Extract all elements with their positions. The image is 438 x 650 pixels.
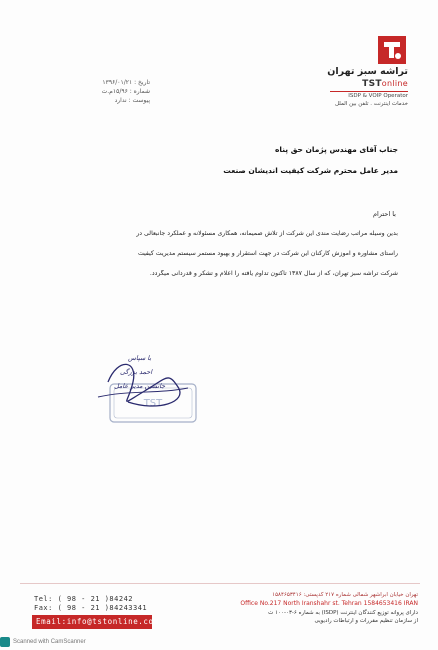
footer-address-en: Office No.217 North Iranshahr st. Tehran 1584653416 IRAN	[240, 600, 418, 607]
logo-subtitle: خدمات اینترنت . تلفن بین الملل	[335, 101, 408, 107]
logo-tagline: ISDP & VOIP Operator	[348, 93, 408, 99]
letter-attachment: پیوست : ندارد	[114, 97, 150, 104]
signatory-title: جانشین مدیر عامل	[114, 382, 166, 390]
camscanner-icon	[0, 637, 10, 647]
addressee-title: مدیر عامل محترم شرکت کیفیت اندیشان صنعت	[223, 166, 398, 175]
logo-en-b: online	[381, 79, 408, 88]
watermark-text: Scanned with CamScanner	[13, 639, 86, 645]
logo-en-a: TST	[362, 79, 382, 89]
body-line: بدین وسیله مراتب رضایت مندی این شرکت از تلاش صمیمانه، همکاری مسئولانه و عملکرد جانبعالی در	[136, 230, 398, 237]
body-line: راستای مشاوره و آموزش کارکنان این شرکت در جهت استقرار و بهبود مستمر سیستم مدیریت کیفیت	[137, 250, 398, 257]
footer-email: Email:info@tstonline.com	[36, 617, 159, 626]
addressee-name: جناب آقای مهندس پژمان حق پناه	[274, 145, 398, 154]
letter-date: تاریخ : ۱۳۹۶/۰۱/۲۱	[102, 79, 150, 86]
signature-block	[88, 352, 208, 432]
letter-number: شماره : ۱۵/۹۶م.ت	[101, 88, 150, 95]
body-line: شرکت تراشه سبز تهران، که از سال ۱۳۸۷ تاکنون تداوم یافته را اعلام و تشکر و قدردانی میگردد.	[149, 270, 398, 277]
greeting: با احترام	[372, 210, 396, 218]
logo-name-en	[362, 79, 408, 89]
footer-divider	[20, 583, 420, 584]
company-logo	[327, 36, 410, 116]
footer-regulator: از سازمان تنظیم مقررات و ارتباطات رادیویی	[314, 618, 418, 624]
logo-mark-icon	[378, 36, 406, 64]
footer-fax: Fax: ( 98 - 21 )84243341	[34, 604, 148, 612]
footer-license: دارای پروانه توزیع کنندگان اینترنت (ISDP) به شماره ۶-۰۳-۱۰۰ ت	[268, 610, 418, 616]
footer-tel: Tel: ( 98 - 21 )84242	[34, 595, 134, 603]
logo-divider	[330, 91, 408, 92]
footer-address-fa: تهران خیابان ابراشهر شمالی شماره ۲۱۷ کدپستی: ۱۵۸۴۶۵۳۴۱۶	[272, 592, 418, 598]
signatory-name: احمد بزرگی	[120, 368, 153, 376]
footer-email-bar	[32, 615, 159, 629]
signature-closing: با سپاس	[128, 354, 152, 362]
logo-name-fa: تراشه سبز تهران	[327, 66, 408, 77]
svg-text:TST: TST	[143, 398, 163, 409]
scanner-watermark	[0, 636, 86, 648]
